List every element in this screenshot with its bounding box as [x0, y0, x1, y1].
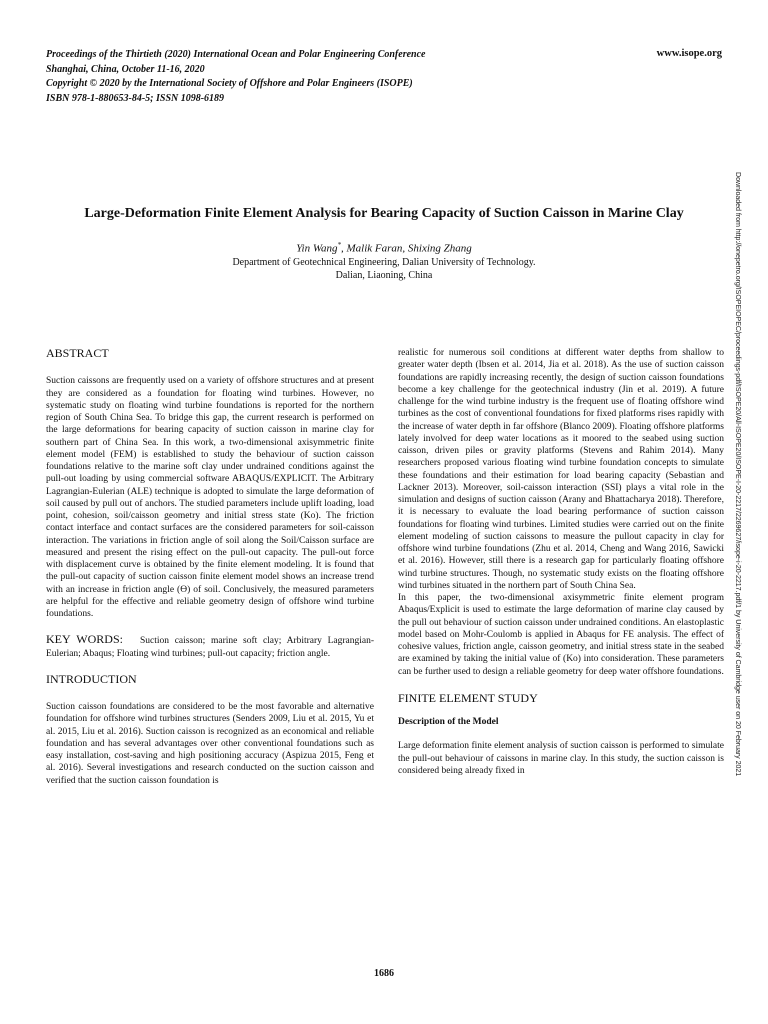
- paper-title: Large-Deformation Finite Element Analysis for Bearing Capacity of Suction Caisson in Marine Clay: [84, 206, 684, 221]
- left-column: [46, 347, 374, 787]
- right-column: [398, 347, 724, 777]
- affiliation-line-2: Dalian, Liaoning, China: [335, 270, 433, 281]
- author-list: [40, 241, 728, 255]
- introduction-heading: INTRODUCTION: [46, 671, 137, 686]
- keywords-heading: KEY WORDS:: [46, 632, 123, 647]
- corresponding-author-mark: *: [337, 241, 341, 249]
- introduction-text-left: Suction caisson foundations are considered to be the most favorable and alternative foundation for offshore wind turbines structures (Senders 2009, Liu et al. 2015, Yu et al. 2015, Liu et al. 2016). Suction caisson is recognized as an economical and reliable foundation and has several advantages over other conventional foundations such as easy installation, cost-saving and high positioning accuracy (Aspizua 2015, Feng et al. 2016). Several investigations and research conducted on the suction caisson and verified that the suction caisson foundation is: [46, 702, 374, 786]
- affiliation-line-1: Department of Geotechnical Engineering, Dalian University of Technology.: [232, 257, 536, 268]
- header-line: ISBN 978-1-880653-84-5; ISSN 1098-6189: [46, 92, 225, 104]
- website-link[interactable]: www.isope.org: [656, 48, 722, 59]
- header-line: Shanghai, China, October 11-16, 2020: [46, 63, 205, 75]
- proceedings-header: [46, 48, 606, 106]
- download-watermark-text: Downloaded from http://onepetro.org/ISOPEIOPEC/proceedings-pdf/ISOPE20/All-ISOPE20/ISOPE-I-20-2217/2269627/isope-i-20-2217.pdf/1 by University of Cambridge user on 20 February 2021: [734, 172, 742, 777]
- download-watermark: [728, 172, 744, 852]
- header-line: Copyright © 2020 by the International Society of Offshore and Polar Engineers (ISOPE): [46, 78, 413, 89]
- keywords-text: Suction caisson; marine soft clay; Arbitrary Lagrangian-Eulerian; Abaqus; Floating wind turbines; pull-out capacity; friction angle.: [46, 636, 375, 659]
- fe-study-text: Large deformation finite element analysis of suction caisson is performed to simulate the pull-out behaviour of caissons in marine clay. In this study, the suction caisson is considered being already fixed in: [398, 741, 724, 776]
- abstract-heading: ABSTRACT: [46, 346, 109, 360]
- model-description-subheading: Description of the Model: [398, 717, 499, 727]
- introduction-text-right-2: In this paper, the two-dimensional axisymmetric finite element program Abaqus/Explicit is used to estimate the large deformation of marine clay caused by the pull out behaviour of suction caisson under undrained conditions. An elastoplastic model based on Mohr-Coulomb is applied in Abaqus for FE analysis. The effect of cohesive values, friction angle, caisson geometry, and initial stress state in the seabed are examined by taking the initial value of (Ko) into consideration. These parameters can be further used to design a reliable geometry for deep water offshore foundations.: [398, 593, 724, 677]
- introduction-text-right: realistic for numerous soil conditions at different water depths from shallow to greater water depth (Ibsen et al. 2014, Jia et al. 2018). As the use of suction caisson foundations are rapidly increasing recently, the design of suction caisson foundations become a key challenge for the geotechnical industry (Jin et al. 2019). A future challenge for the wind turbine industry is the frequent use of floating offshore wind turbines as the cost of conventional foundations for fixed platforms rises rapidly with the increase of water depth in far offshore (Blanco 2009). Floating offshore platforms lately involved for deep water locations as it moored to the seabed using suction caisson, driven piles or gravity platforms (Stevens and Rahim 2014). Many researchers proposed various floating wind turbine foundation concepts to simulate these foundations and their estimation for load bearing capacity (Sebastian and Lackner 2013). Moreover, soil-caisson interaction (SSI) plays a vital role in the simulation and designs of suction caisson (Arany and Bhattacharya 2018). Therefore, it is necessary to evaluate the load bearing performance of suction caisson foundations for floating wind turbines. Limited studies were carried out on the finite element modeling of suction caissons to measure the pullout capacity in clay for offshore wind turbine foundations (Zhu et al. 2014, Cheng and Wang 2016, Sawicki et al. 2016). However, still there is a research gap for particularly floating offshore wind turbine structures. Though, no systematic study exists on the floating offshore wind turbines situated in the northern part of South China Sea.: [398, 348, 724, 591]
- page-number: 1686: [374, 968, 394, 979]
- author-first: Yin Wang: [296, 242, 338, 255]
- keywords: [46, 633, 374, 660]
- header-line: Proceedings of the Thirtieth (2020) International Ocean and Polar Engineering Conference: [46, 49, 426, 60]
- abstract-text: Suction caissons are frequently used on a variety of offshore structures and at present they are considered as a foundation for floating wind turbines. However, no systematic study on floating wind turbine foundations is reported for the northern region of South China Sea. To bridge this gap, the current research is performed on the large deformations for bearing capacity of suction caisson in marine clay for southern part of China Sea. In this work, a two-dimensional axisymmetric finite element model (FEM) is established to study the behaviour of suction caisson foundations relative to the marine soft clay under undrained conditions against the pull-out loading by using commercial software ABAQUS/EXPLICIT. The Arbitrary Lagrangian-Eulerian (ALE) technique is adopted to simulate the large deformation of soil caused by pull out of anchors. The studied parameters include uplift loading, load point, cohesion, soil/caisson geometry and initial stress state (Ko). The friction contact interface and contact surfaces are the considered parameters for soil-caisson interaction. The variations in friction angle of soil along the Soil/Caisson surface are measured and present the rising effect on the pull-out capacity. The pull-out force with displacement curve is obtained by the finite element modeling. It is found that the pull-out capacity of suction caisson finite element model shows an increase trend with an increase in friction angle (ϴ) of soil. Conclusively, the measured parameters are helpful for the effective and reliable geometry design of offshore wind turbine foundations.: [46, 376, 374, 619]
- fe-study-heading: FINITE ELEMENT STUDY: [398, 690, 538, 705]
- author-rest: , Malik Faran, Shixing Zhang: [340, 242, 472, 255]
